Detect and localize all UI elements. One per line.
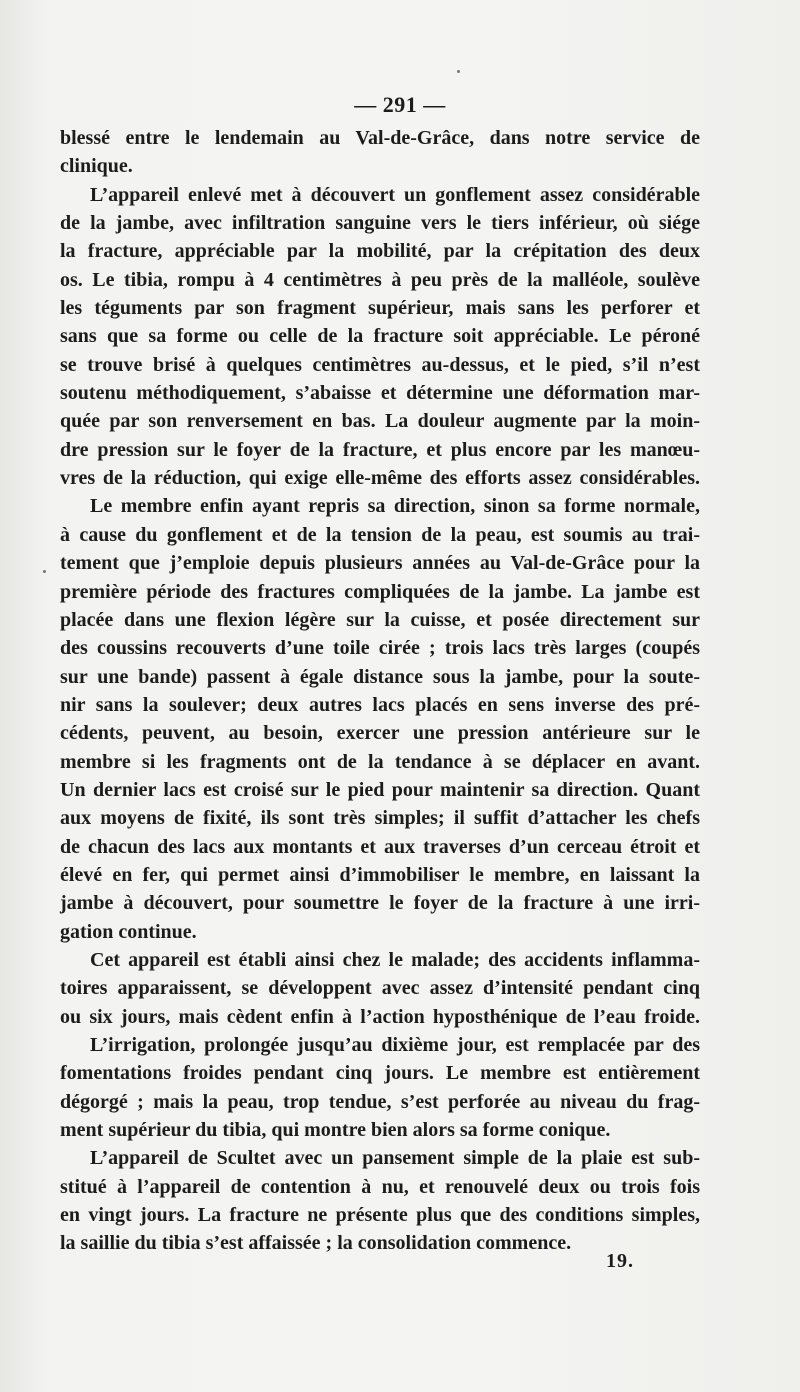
text-line: gation continue. (60, 920, 197, 943)
text-line: ment supérieur du tibia, qui montre bien alors sa forme conique. (60, 1119, 611, 1142)
text-line: Un dernier lacs est croisé sur le pied pour maintenir sa direction. Quant (60, 778, 700, 801)
paragraph (60, 946, 700, 1031)
text-line: tement que j’emploie depuis plusieurs années au Val-de-Grâce pour la (60, 552, 700, 575)
text-line: fomentations froides pendant cinq jours. Le membre est entièrement (60, 1062, 700, 1085)
paragraph (60, 1144, 700, 1257)
text-line: Le membre enfin ayant repris sa direction, sinon sa forme normale, (90, 495, 700, 518)
text-line: de chacun des lacs aux montants et aux traverses d’un cerceau étroit et (60, 835, 700, 858)
text-line: membre si les fragments ont de la tendance à se déplacer en avant. (60, 750, 700, 773)
text-line: élevé en fer, qui permet ainsi d’immobiliser le membre, en laissant la (60, 863, 700, 886)
text-line: aux moyens de fixité, ils sont très simples; il suffit d’attacher les chefs (60, 807, 700, 830)
text-line: de la jambe, avec infiltration sanguine vers le tiers inférieur, où siége (60, 212, 700, 235)
text-line: se trouve brisé à quelques centimètres au-dessus, et le pied, s’il n’est (60, 353, 700, 376)
text-line: sans que sa forme ou celle de la fracture soit appréciable. Le péroné (60, 325, 700, 348)
signature-mark: 19. (606, 1250, 634, 1272)
page-number: — 291 — (354, 92, 446, 117)
text-line: nir sans la soulever; deux autres lacs placés en sens inverse des pré- (60, 693, 700, 716)
text-line: première période des fractures compliquées de la jambe. La jambe est (60, 580, 700, 603)
text-line: L’irrigation, prolongée jusqu’au dixième jour, est remplacée par des (90, 1034, 700, 1056)
text-line: sur une bande) passent à égale distance sous la jambe, pour la soute- (60, 665, 700, 688)
paragraph (60, 492, 700, 946)
text-line: la saillie du tibia s’est affaissée ; la consolidation commence. (60, 1232, 572, 1255)
ink-speck (43, 570, 46, 573)
text-line: cédents, peuvent, au besoin, exercer une pression antérieure sur le (60, 722, 700, 745)
text-line: la fracture, appréciable par la mobilité, par la crépitation des deux (60, 240, 700, 263)
paragraph (60, 124, 700, 181)
text-line: L’appareil enlevé met à découvert un gonflement assez considérable (90, 183, 700, 206)
text-line: les téguments par son fragment supérieur, mais sans les perforer et (60, 297, 700, 320)
text-line: dégorgé ; mais la peau, trop tendue, s’est perforée au niveau du frag- (60, 1090, 700, 1113)
paragraph (60, 181, 700, 493)
text-line: os. Le tibia, rompu à 4 centimètres à peu près de la malléole, soulève (60, 268, 700, 291)
text-line: stitué à l’appareil de contention à nu, et renouvelé deux ou trois fois (60, 1175, 700, 1198)
text-line: des coussins recouverts d’une toile cirée ; trois lacs très larges (coupés (60, 637, 700, 660)
text-line: soutenu méthodiquement, s’abaisse et détermine une déformation mar- (60, 382, 700, 405)
text-line: à cause du gonflement et de la tension de la peau, est soumis au trai- (60, 523, 700, 546)
text-line: L’appareil de Scultet avec un pansement simple de la plaie est sub- (90, 1147, 700, 1170)
text-line: placée dans une flexion légère sur la cuisse, et posée directement sur (60, 608, 700, 631)
text-line: Cet appareil est établi ainsi chez le malade; des accidents inflamma- (90, 948, 700, 971)
text-line: blessé entre le lendemain au Val-de-Grâce, dans notre service de (60, 127, 700, 149)
ink-speck (457, 70, 460, 73)
text-line: vres de la réduction, qui exige elle-même des efforts assez considérables. (60, 467, 700, 490)
text-line: ou six jours, mais cèdent enfin à l’action hyposthénique de l’eau froide. (60, 1005, 700, 1028)
text-line: toires apparaissent, se développent avec assez d’intensité pendant cinq (60, 977, 700, 1000)
body-text (60, 124, 700, 1258)
text-line: dre pression sur le foyer de la fracture, et plus encore par les manœu- (60, 438, 700, 461)
text-line: clinique. (60, 155, 133, 178)
text-line: en vingt jours. La fracture ne présente plus que des conditions simples, (60, 1204, 700, 1227)
paragraph (60, 1031, 700, 1144)
text-line: quée par son renversement en bas. La douleur augmente par la moin- (60, 410, 700, 433)
text-line: jambe à découvert, pour soumettre le foyer de la fracture à une irri- (60, 892, 700, 915)
